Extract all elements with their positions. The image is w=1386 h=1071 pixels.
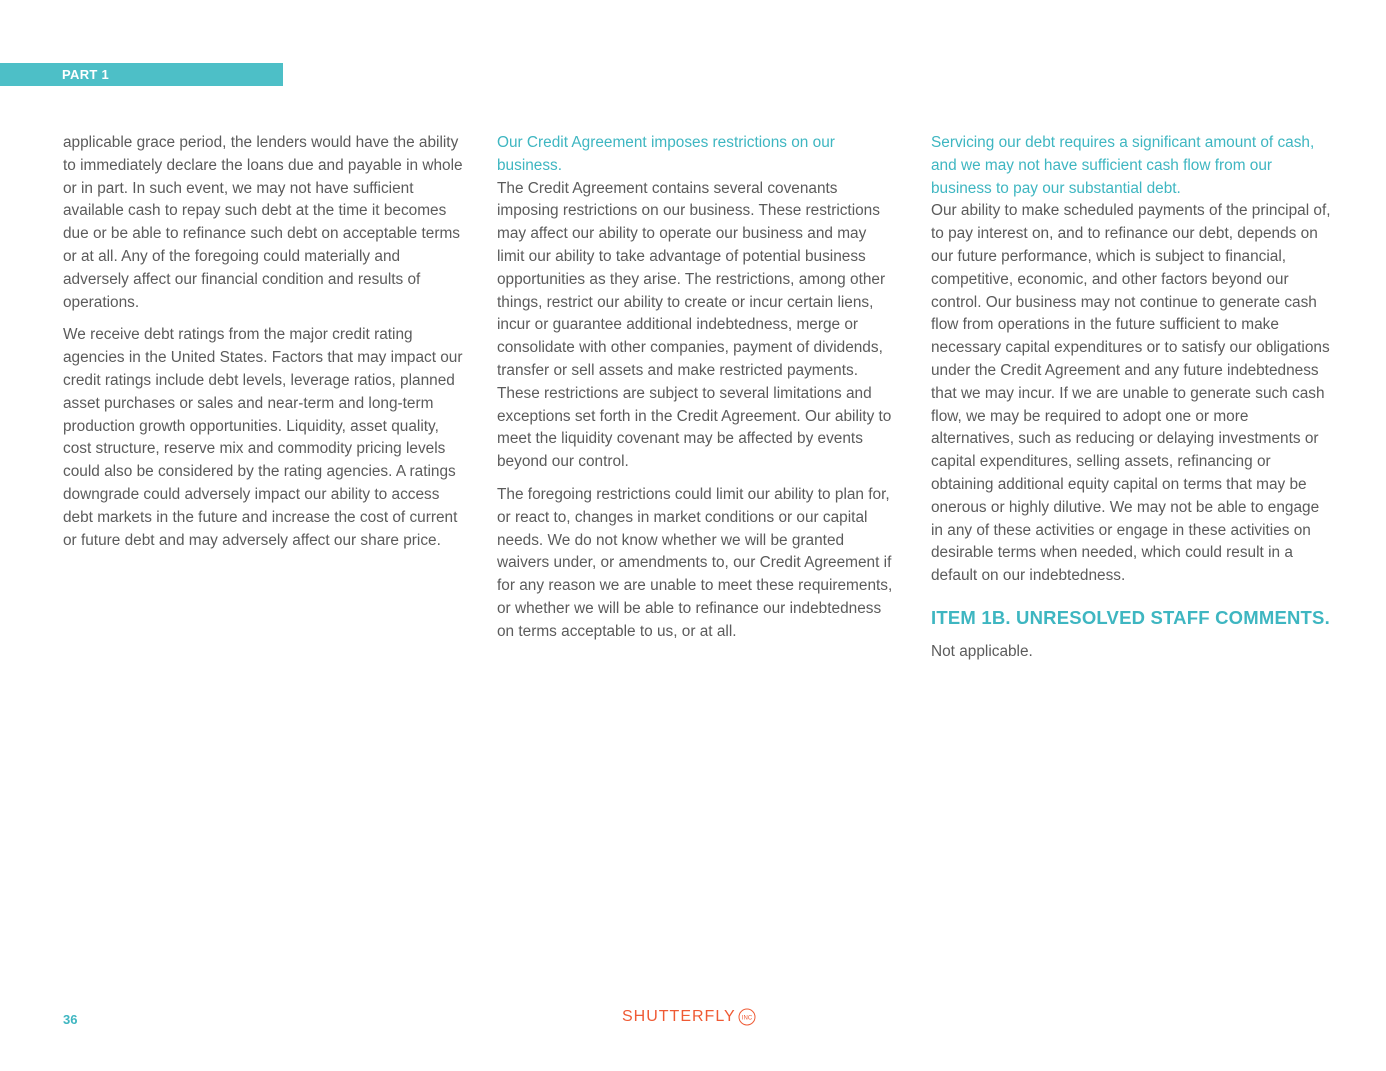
col2-paragraph-1: The Credit Agreement contains several covenants imposing restrictions on our business. These restrictions may affect our ability to operate our business and may limit our ability to take advantage of potential business opportunities as they arise. The restrictions, among other things, restrict our ability to create or incur certain liens, incur or guarantee additional indebtedness, merge or consolidate with other companies, payment of dividends, transfer or sell assets and make restricted payments. These restrictions are subject to several limitations and exceptions set forth in the Credit Agreement. Our ability to meet the liquidity covenant may be affected by events beyond our control. xyxy=(497,179,892,471)
col3-subhead: Servicing our debt requires a significant amount of cash, and we may not have sufficient cash flow from our business to pay our substantial debt. xyxy=(931,134,1315,197)
shutterfly-logo xyxy=(622,1008,756,1026)
inc-badge-text: INC xyxy=(741,1015,752,1022)
column-3 xyxy=(931,132,1331,674)
inc-badge-icon xyxy=(738,1008,756,1026)
col1-paragraph-1: applicable grace period, the lenders would have the ability to immediately declare the loans due and payable in whole or in part. In such event, we may not have sufficient available cash to repay such debt at the time it becomes due or be able to refinance such debt on acceptable terms or at all. Any of the foregoing could materially and adversely affect our financial condition and results of operations. xyxy=(63,134,463,311)
column-1 xyxy=(63,132,463,562)
item-1b-body: Not applicable. xyxy=(931,642,1033,660)
column-2 xyxy=(497,132,897,654)
page-number: 36 xyxy=(63,1012,78,1027)
item-1b-heading: ITEM 1B. UNRESOLVED STAFF COMMENTS. xyxy=(931,606,1330,628)
col2-section xyxy=(497,132,897,474)
col1-paragraph-2: We receive debt ratings from the major credit rating agencies in the United States. Factors that may impact our credit ratings include debt levels, leverage ratios, planned asset purchases or sales and near-term and long-term production growth opportunities. Liquidity, asset quality, cost structure, reserve mix and commodity pricing levels could also be considered by the rating agencies. A ratings downgrade could adversely impact our ability to access debt markets in the future and increase the cost of current or future debt and may adversely affect our share price. xyxy=(63,326,463,549)
col3-paragraph-1: Our ability to make scheduled payments of the principal of, to pay interest on, and to refinance our debt, depends on our future performance, which is subject to financial, competitive, economic, and other factors beyond our control. Our business may not continue to generate cash flow from operations in the future sufficient to make necessary capital expenditures or to satisfy our obligations under the Credit Agreement and any future indebtedness that we may incur. If we are unable to generate such cash flow, we may be required to adopt one or more alternatives, such as reducing or delaying investments or capital expenditures, selling assets, refinancing or obtaining additional equity capital on terms that may be onerous or highly dilutive. We may not be able to engage in any of these activities or engage in these activities on desirable terms when needed, which could result in a default on our indebtedness. xyxy=(931,202,1331,585)
part-banner xyxy=(0,63,283,86)
part-label: PART 1 xyxy=(62,67,110,82)
col2-subhead: Our Credit Agreement imposes restrictions on our business. xyxy=(497,134,835,174)
col2-paragraph-2: The foregoing restrictions could limit our ability to plan for, or react to, changes in market conditions or our capital needs. We do not know whether we will be granted waivers under, or amendments to, our Credit Agreement if for any reason we are unable to meet these requirements, or whether we will be able to refinance our indebtedness on terms acceptable to us, or at all. xyxy=(497,485,893,640)
logo-text: SHUTTERFLY xyxy=(622,1008,736,1025)
col3-section xyxy=(931,132,1331,588)
